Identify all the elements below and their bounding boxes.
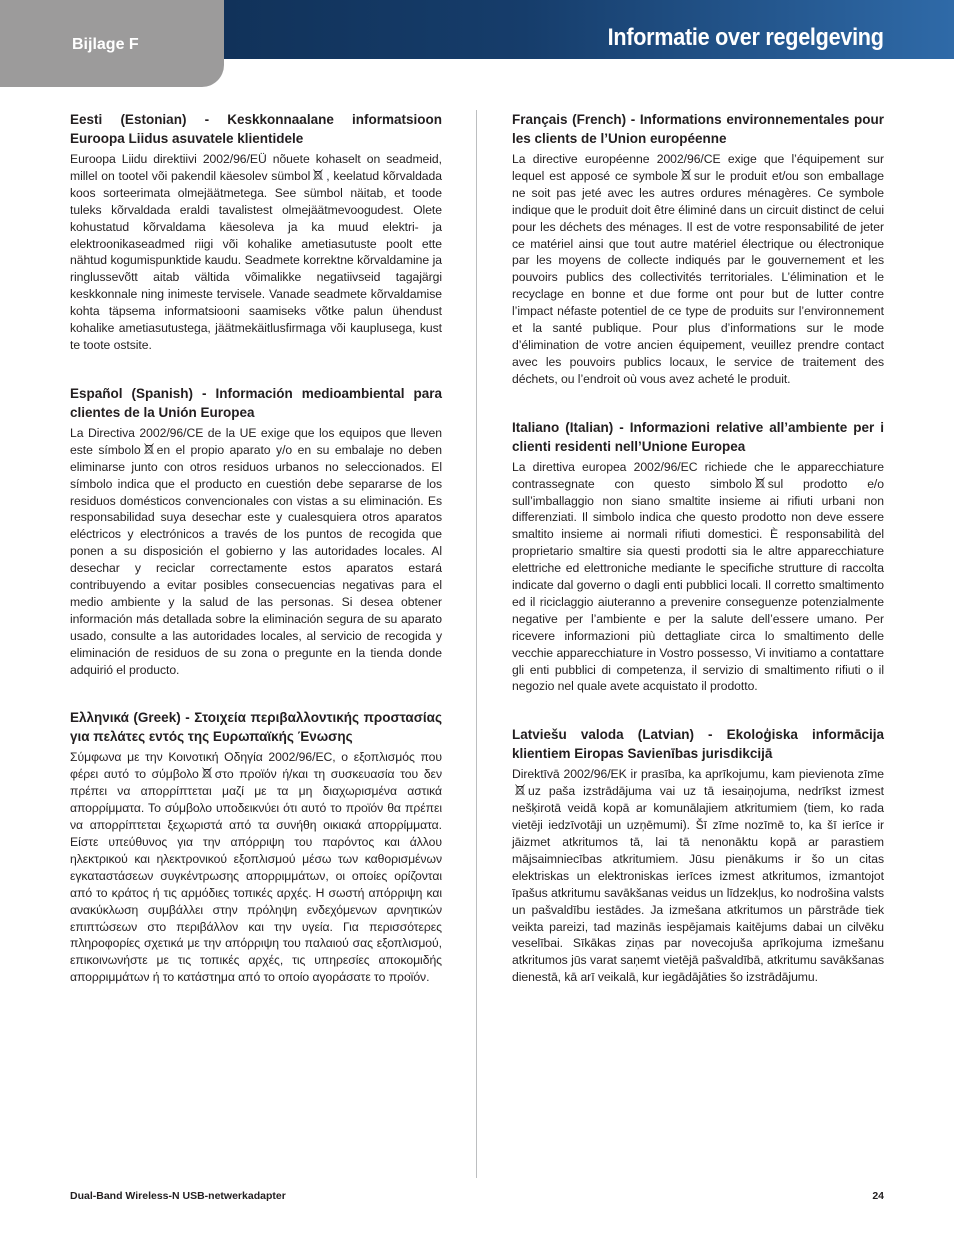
section-estonian <box>70 110 442 354</box>
appendix-label: Bijlage F <box>72 36 139 53</box>
section-body: La directive européenne 2002/96/CE exige que l’équipement sur lequel est apposé ce symbole sur le produit et/ou son emballage ne soit pas jeté avec les autres ordures ménagères. Ce symbole indique que le produit doit être éliminé dans un circuit distinct de celui pour les déchets des ménages. Il est de votre responsabilité de jeter ce matériel ainsi que tout autre matériel électrique ou électronique par les moyens de collecte indiqués par le gouvernement et les pouvoirs publics des collectivités territoriales. L’élimination et le recyclage en bonne et due forme ont pour but de lutter contre l’impact néfaste potentiel de ce type de produits sur l’environnement et la santé publique. Pour plus d’informations sur le mode d’élimination de votre ancien équipement, veuillez prendre contact avec les pouvoirs publics locaux, le service de traitement des déchets, ou l’endroit où vous avez acheté le produit. <box>512 152 885 386</box>
section-heading: Español (Spanish) - Información medioambiental para clientes de la Unión Europea <box>70 385 442 420</box>
section-heading: Latviešu valoda (Latvian) - Ekoloģiska informācija klientiem Eiropas Savienības jurisdikcijā <box>512 727 884 762</box>
footer-page-number: 24 <box>872 1190 884 1202</box>
section-body: La Directiva 2002/96/CE de la UE exige que los equipos que lleven este símbolo en el propio aparato y/o en su embalaje no deben eliminarse junto con otros residuos urbanos no seleccionados. El símbolo indica que el producto en cuestión debe separarse de los residuos domésticos convencionales con vistas a su eliminación. Es responsabilidad suya desechar este y cualesquiera otros aparatos eléctricos y electrónicos a través de los puntos de recogida que ponen a su disposición el gobierno y las autoridades locales. Al desechar y reciclar correctamente estos aparatos estará contribuyendo a evitar posibles consecuencias negativas para el medio ambiente y la salud de las personas. Si desea obtener información más detallada sobre la eliminación segura de su aparato usado, consulte a las autoridades locales, al servicio de recogida y eliminación de residuos de su zona o pregunte en la tienda donde adquirió el producto. <box>70 425 442 677</box>
section-heading: Italiano (Italian) - Informazioni relative all’ambiente per i clienti residenti nell’Unione Europea <box>512 419 884 454</box>
weee-bin-icon <box>681 169 691 181</box>
weee-bin-icon <box>144 443 154 455</box>
section-greek <box>70 708 442 986</box>
section-italian <box>512 418 884 696</box>
left-column <box>70 110 442 1016</box>
footer-product-name: Dual-Band Wireless-N USB-netwerkadapter <box>70 1190 286 1202</box>
weee-bin-icon <box>515 784 525 796</box>
section-spanish <box>70 384 442 679</box>
section-french <box>512 110 884 388</box>
right-column <box>512 110 884 1016</box>
column-divider <box>476 110 477 1178</box>
page-title: Informatie over regelgeving <box>608 24 884 51</box>
section-body: La direttiva europea 2002/96/EC richiede che le apparecchiature contrassegnate con questo simbolo sul prodotto e/o sull’imballaggio non siano smaltite insieme ai rifiuti urbani non differenziati. Il simbolo indica che questo prodotto non deve essere smaltito insieme ai normali rifiuti domestici. È responsabilità del proprietario smaltire sia questi prodotti sia le altre apparecchiature elettriche ed elettroniche mediante le specifiche strutture di raccolta indicate dal governo o dagli enti pubblici locali. Il corretto smaltimento ed il riciclaggio aiuteranno a prevenire conseguenze potenzialmente negative per l’ambiente e per la salute dell’essere umano. Per ricevere informazioni più dettagliate circa lo smaltimento delle vecchie apparecchiature in Vostro possesso, Vi invitiamo a contattare gli enti pubblici di competenza, il servizio di smaltimento rifiuti o il negozio nel quale avete acquistato il prodotto. <box>512 459 884 694</box>
weee-bin-icon <box>202 767 212 779</box>
section-heading: Ελληνικά (Greek) - Στοιχεία περιβαλλοντικής προστασίας για πελάτες εντός της Ευρωπαϊκής Ένωσης <box>70 710 442 745</box>
section-body: Euroopa Liidu direktiivi 2002/96/EÜ nõuete kohaselt on seadmeid, millel on tootel või pakendil käesolev sümbol , keelatud kõrvaldada koos sorteerimata olmejäätmetega. See sümbol näitab, et toode tuleks kõrvaldada eraldi tavalistest olmejäätmevoogudest. Olete kohustatud kõrvaldama käesoleva ja ka muud elektri- ja elektroonikaseadmed riigi või kohalike ametiasutuste poolt ette nähtud kogumispunktide kaudu. Seadmete korrektne kõrvaldamine ja ringlussevõtt aitab vältida võimalikke negatiivseid tagajärgi keskkonnale ning inimeste tervisele. Vanade seadmete kõrvaldamise kohta täpsema informatsiooni saamiseks võtke palun ühendust kohalike ametiasutustega, jäätmekäitlusfirmaga või kauplusega, kust te toote ostsite. <box>70 152 442 352</box>
section-latvian <box>512 725 884 986</box>
appendix-tab <box>0 0 224 87</box>
section-body: Direktīvā 2002/96/EK ir prasība, ka aprīkojumu, kam pievienota zīmeuz paša izstrādājuma vai uz tā iesaiņojuma, nedrīkst izmest nešķirotā veidā kopā ar komunālajiem atkritumiem (tiem, ko rada vietēji iedzīvotāji un uzņēmumi). Šī zīme nozīmē to, ka šī ierīce ir jāizmet atkritumos tā, lai tā nenonāktu kopā ar parastiem mājsaimniecības atkritumiem. Jūsu pienākums ir šo un citas elektriskas un elektroniskas ierīces izmest atkritumos, izmantojot īpašus atkritumu savākšanas veidus un līdzekļus, ko nodrošina valsts un pašvaldību iestādes. Ja izmešana atkritumos un pārstrāde tiek veikta pareizi, tad mazinās iespējamais kaitējums dabai un cilvēku veselībai. Sīkākas ziņas par novecojuša aprīkojuma izmešanu atkritumos jūs varat saņemt vietējā pašvaldībā, atkritumu savākšanas dienestā, kā arī veikalā, kur iegādājāties šo izstrādājumu. <box>512 767 884 985</box>
weee-bin-icon <box>755 477 765 489</box>
section-body: Σύμφωνα με την Κοινοτική Οδηγία 2002/96/EC, ο εξοπλισμός που φέρει αυτό το σύμβολο στο προϊόν ή/και τη συσκευασία του δεν πρέπει να απορρίπτεται μαζί με τα μη διαχωρισμένα αστικά απορρίμματα. Το σύμβολο υποδεικνύει ότι αυτό το προϊόν θα πρέπει να απορρίπτεται ξεχωριστά από τα συνήθη οικιακά απορρίμματα. Είστε υπεύθυνος για την απόρριψη του παρόντος και άλλου ηλεκτρικού και ηλεκτρονικού εξοπλισμού μέσω των καθορισμένων εγκαταστάσεων συγκέντρωσης απορριμμάτων, οι οποίες ορίζονται από το κράτος ή τις αρμόδιες τοπικές αρχές. Η σωστή απόρριψη και ανακύκλωση συμβάλλει στην πρόληψη ενδεχόμενων αρνητικών επιπτώσεων στο περιβάλλον και την υγεία. Για περισσότερες πληροφορίες σχετικά με την απόρριψη του παλαιού σας εξοπλισμού, επικοινωνήστε με τις τοπικές αρχές, τις υπηρεσίες αποκομιδής απορριμμάτων ή το κατάστημα από το οποίο αγοράσατε το προϊόν. <box>70 750 442 985</box>
section-heading: Eesti (Estonian) - Keskkonnaalane informatsioon Euroopa Liidus asuvatele klientidele <box>70 112 442 146</box>
section-heading: Français (French) - Informations environnementales pour les clients de l’Union européenne <box>512 112 884 146</box>
weee-bin-icon <box>313 169 323 181</box>
